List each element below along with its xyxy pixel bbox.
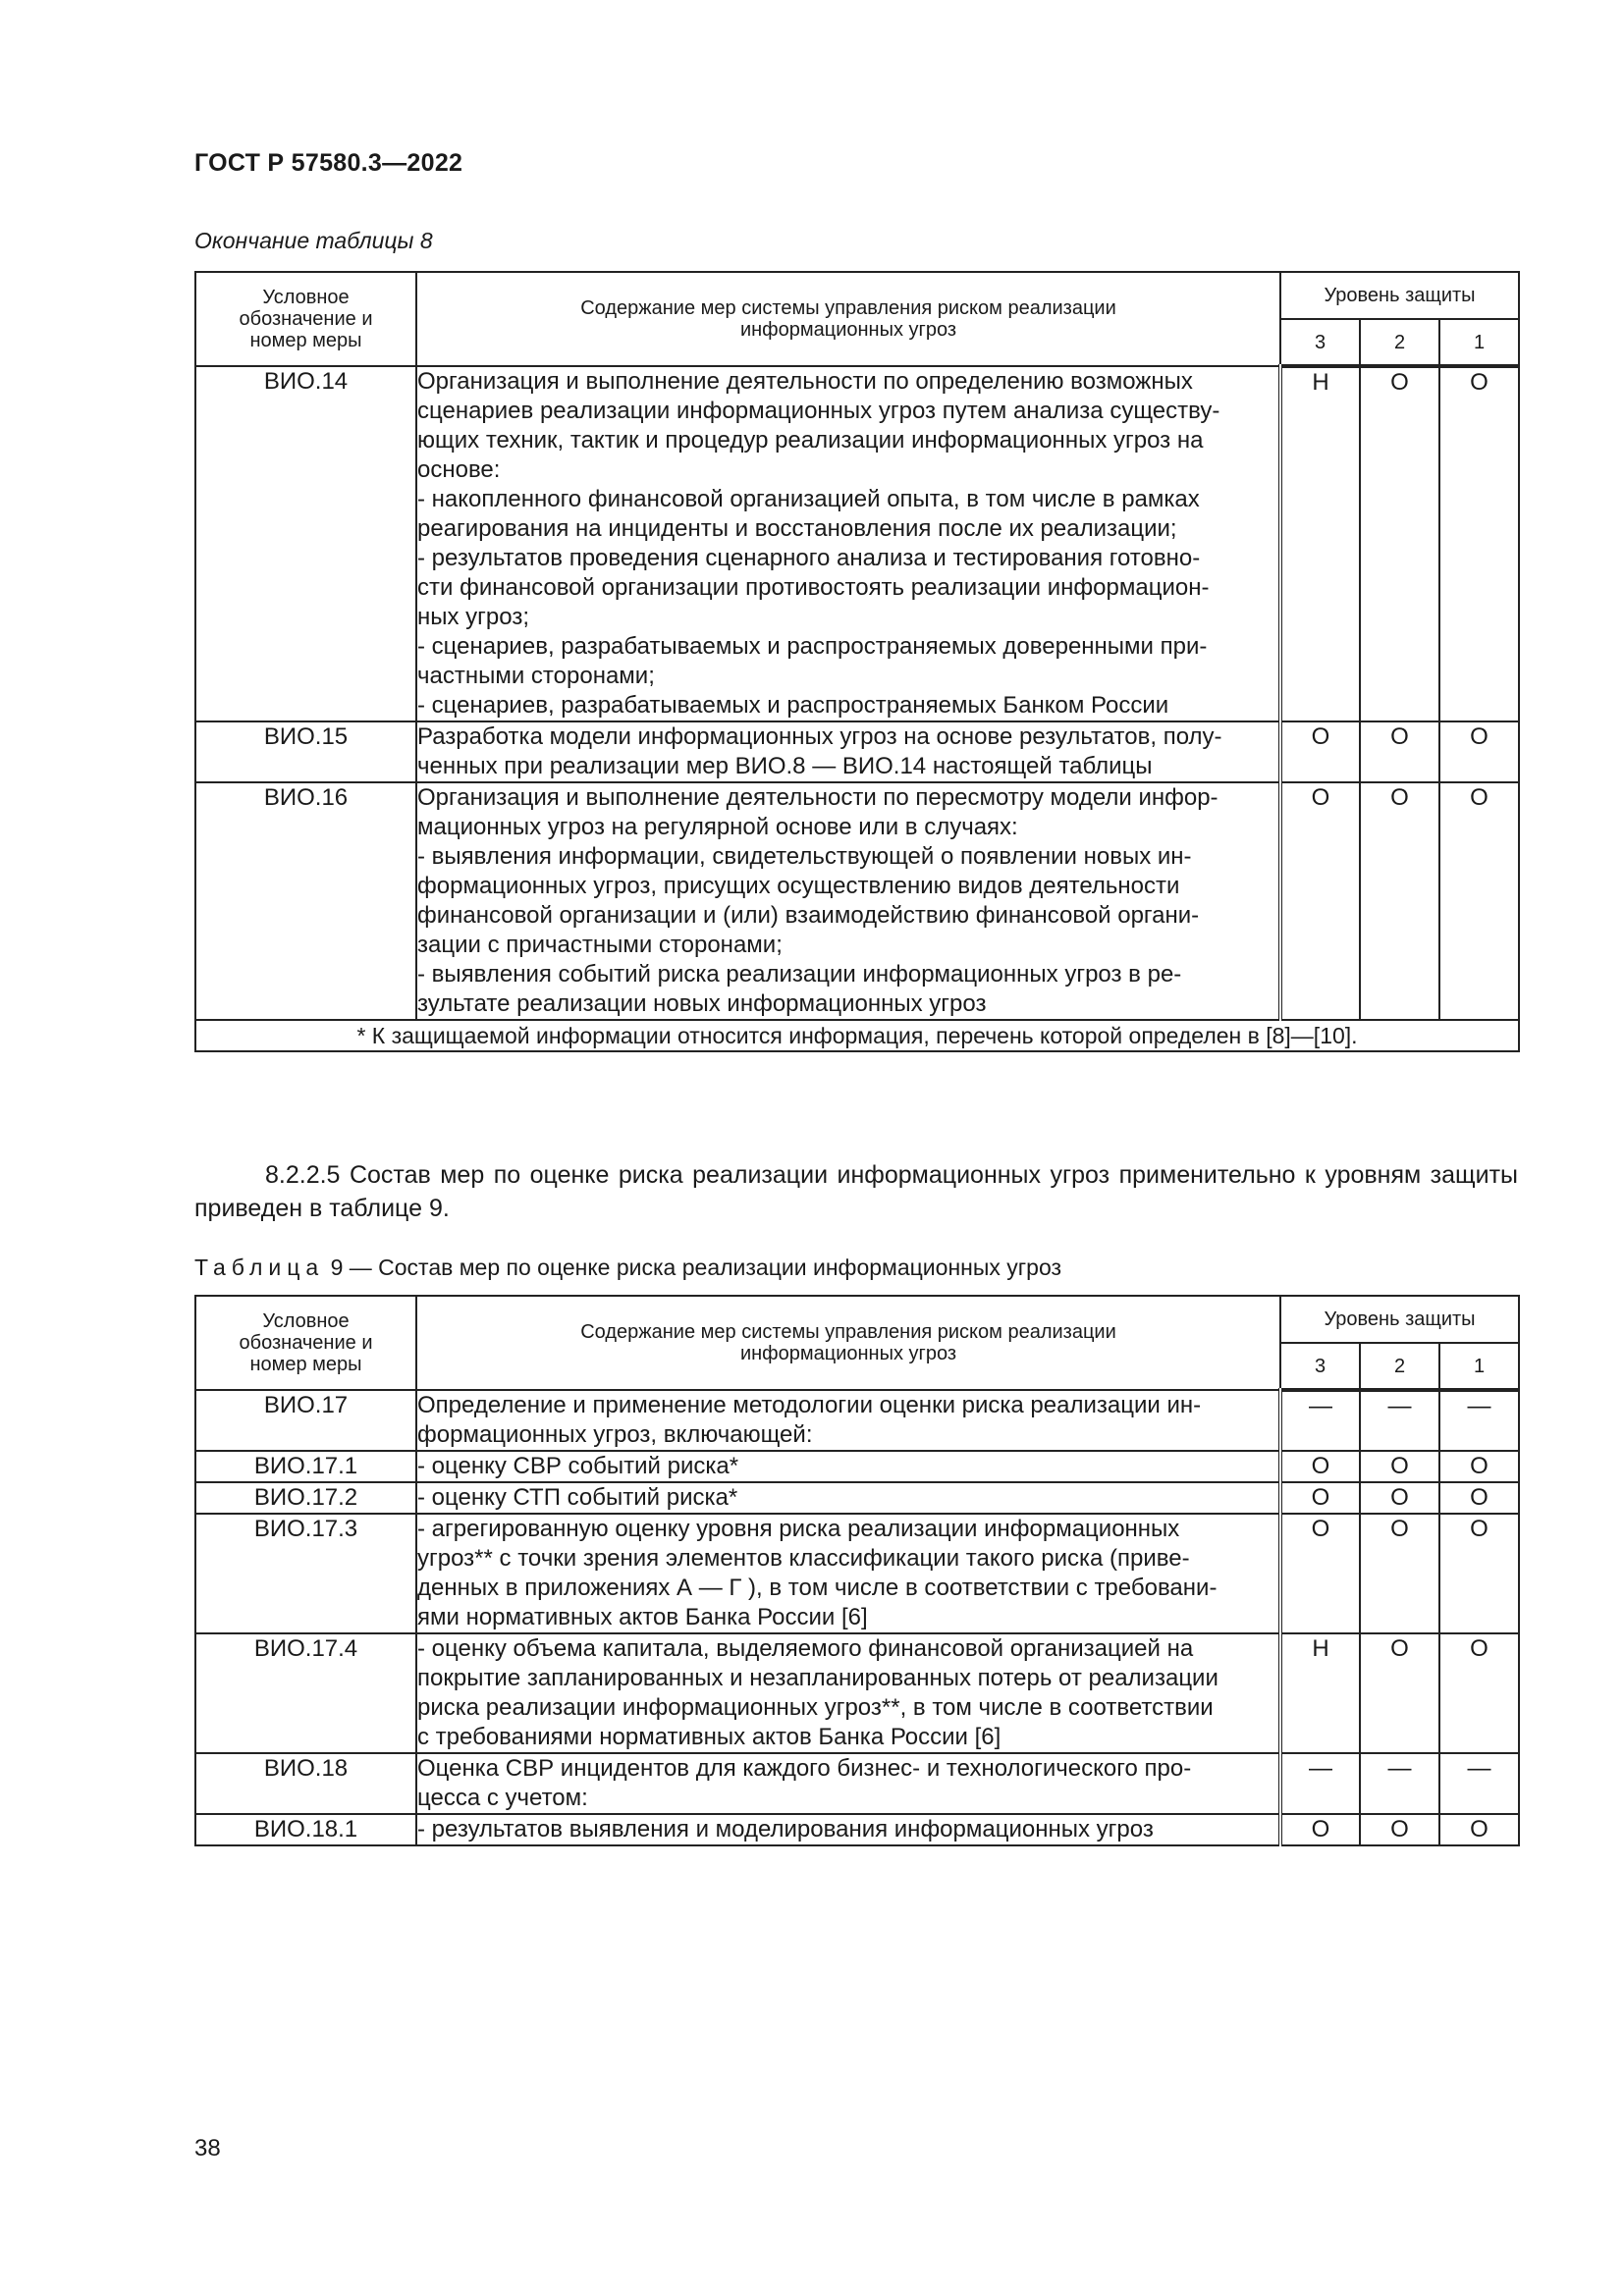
measure-content-line: сценариев реализации информационных угроз путем анализа существу- — [417, 398, 1220, 424]
measure-code: ВИО.17 — [195, 1390, 416, 1451]
protection-level-3: Н — [1280, 1633, 1360, 1753]
measure-content — [416, 1814, 1280, 1845]
table-8 — [194, 271, 1520, 1052]
measure-content-line: - сценариев, разрабатываемых и распространяемых Банком России — [417, 692, 1169, 719]
level-2-header: 2 — [1360, 1343, 1439, 1390]
measure-content-line: с требованиями нормативных актов Банка России [6] — [417, 1724, 1001, 1750]
measure-content-line: - выявления событий риска реализации информационных угроз в ре- — [417, 961, 1182, 988]
column-header-level: Уровень защиты — [1280, 272, 1519, 319]
table9-caption-title: 9 — Состав мер по оценке риска реализации информационных угроз — [330, 1255, 1062, 1280]
protection-level-3: Н — [1280, 366, 1360, 721]
measure-content-line: ченных при реализации мер ВИО.8 — ВИО.14 настоящей таблицы — [417, 753, 1153, 779]
measure-content-line: цесса с учетом: — [417, 1785, 588, 1811]
level-3-header: 3 — [1280, 319, 1360, 366]
measure-content-line: основе: — [417, 456, 501, 483]
protection-level-3: О — [1280, 1514, 1360, 1633]
protection-level-3: О — [1280, 1814, 1360, 1845]
measure-content-line: зультате реализации новых информационных угроз — [417, 990, 987, 1017]
protection-level-3: О — [1280, 1482, 1360, 1514]
column-header-code: Условное обозначение и номер меры — [195, 272, 416, 366]
protection-level-1: О — [1439, 366, 1519, 721]
column-header-code: Условное обозначение и номер меры — [195, 1296, 416, 1390]
protection-level-2: О — [1360, 1451, 1439, 1482]
measure-content-line: финансовой организации и (или) взаимодействию финансовой органи- — [417, 902, 1200, 929]
measure-content — [416, 1514, 1280, 1633]
measure-content-line: - результатов выявления и моделирования информационных угроз — [417, 1816, 1154, 1842]
measure-content-line: формационных угроз, включающей: — [417, 1421, 813, 1448]
table-row — [195, 1451, 1519, 1482]
measure-content-line: реагирования на инциденты и восстановления после их реализации; — [417, 515, 1177, 542]
measure-content-line: - результатов проведения сценарного анализа и тестирования готовно- — [417, 545, 1201, 571]
protection-level-1: О — [1439, 1482, 1519, 1514]
measure-code: ВИО.18 — [195, 1753, 416, 1814]
measure-content-line: - оценку СТП событий риска* — [417, 1484, 738, 1511]
measure-content-line: мационных угроз на регулярной основе или в случаях: — [417, 814, 1018, 840]
protection-level-1: — — [1439, 1390, 1519, 1451]
measure-content-line: частными сторонами; — [417, 663, 655, 689]
protection-level-1: О — [1439, 1451, 1519, 1482]
column-header-content: Содержание мер системы управления риском реализации информационных угроз — [416, 272, 1280, 366]
measure-content-line: - сценариев, разрабатываемых и распространяемых доверенными при- — [417, 633, 1208, 660]
protection-level-1: О — [1439, 1814, 1519, 1845]
table-row — [195, 1390, 1519, 1451]
measure-content-line: - накопленного финансовой организацией опыта, в том числе в рамках — [417, 486, 1200, 512]
level-1-header: 1 — [1439, 1343, 1519, 1390]
measure-content-line: покрытие запланированных и незапланированных потерь от реализации — [417, 1665, 1218, 1691]
table-9 — [194, 1295, 1520, 1846]
measure-content — [416, 1482, 1280, 1514]
table9-caption-word: Таблица — [194, 1255, 325, 1280]
measure-content-line: Определение и применение методологии оценки риска реализации ин- — [417, 1392, 1202, 1418]
column-header-level: Уровень защиты — [1280, 1296, 1519, 1343]
measure-content — [416, 1753, 1280, 1814]
measure-content — [416, 366, 1280, 721]
protection-level-1: — — [1439, 1753, 1519, 1814]
protection-level-1: О — [1439, 721, 1519, 782]
measure-content-line: формационных угроз, присущих осуществлению видов деятельности — [417, 873, 1180, 899]
measure-code: ВИО.17.1 — [195, 1451, 416, 1482]
measure-content-line: риска реализации информационных угроз**, в том числе в соответствии — [417, 1694, 1214, 1721]
measure-content-line: денных в приложениях А — Г ), в том числе в соответствии с требовани- — [417, 1575, 1218, 1601]
protection-level-2: О — [1360, 782, 1439, 1020]
protection-level-2: О — [1360, 1633, 1439, 1753]
table8-footnote: * К защищаемой информации относится информация, перечень которой определен в [8]—[10]. — [195, 1020, 1519, 1051]
level-2-header: 2 — [1360, 319, 1439, 366]
table-row — [195, 366, 1519, 721]
measure-content-line: Организация и выполнение деятельности по пересмотру модели инфор- — [417, 784, 1218, 811]
protection-level-3: — — [1280, 1390, 1360, 1451]
table-row — [195, 1814, 1519, 1845]
protection-level-2: О — [1360, 1814, 1439, 1845]
measure-code: ВИО.16 — [195, 782, 416, 1020]
protection-level-2: О — [1360, 1514, 1439, 1633]
measure-content-line: - оценку СВР событий риска* — [417, 1453, 739, 1479]
measure-code: ВИО.17.3 — [195, 1514, 416, 1633]
level-3-header: 3 — [1280, 1343, 1360, 1390]
protection-level-1: О — [1439, 1633, 1519, 1753]
protection-level-1: О — [1439, 1514, 1519, 1633]
column-header-content: Содержание мер системы управления риском реализации информационных угроз — [416, 1296, 1280, 1390]
table9-caption — [194, 1255, 1061, 1281]
measure-content — [416, 721, 1280, 782]
table-row — [195, 1753, 1519, 1814]
measure-content-line: сти финансовой организации противостоять реализации информацион- — [417, 574, 1210, 601]
protection-level-1: О — [1439, 782, 1519, 1020]
measure-code: ВИО.14 — [195, 366, 416, 721]
protection-level-3: О — [1280, 782, 1360, 1020]
measure-code: ВИО.15 — [195, 721, 416, 782]
document-header: ГОСТ Р 57580.3—2022 — [194, 149, 463, 177]
paragraph-8-2-2-5: 8.2.2.5 Состав мер по оценке риска реализации информационных угроз применительно к уровням защиты приведен в таблице 9. — [194, 1161, 1518, 1222]
protection-level-3: О — [1280, 1451, 1360, 1482]
table-row — [195, 1482, 1519, 1514]
measure-content-line: зации с причастными сторонами; — [417, 932, 783, 958]
protection-level-2: — — [1360, 1390, 1439, 1451]
page-number: 38 — [194, 2135, 221, 2162]
measure-content-line: ями нормативных актов Банка России [6] — [417, 1604, 868, 1630]
measure-content-line: - выявления информации, свидетельствующей о появлении новых ин- — [417, 843, 1192, 870]
measure-content-line: ющих техник, тактик и процедур реализации информационных угроз на — [417, 427, 1204, 454]
measure-code: ВИО.18.1 — [195, 1814, 416, 1845]
table-row — [195, 1633, 1519, 1753]
measure-content-line: Оценка СВР инцидентов для каждого бизнес- и технологического про- — [417, 1755, 1192, 1782]
protection-level-2: О — [1360, 366, 1439, 721]
table-row — [195, 721, 1519, 782]
table8-caption: Окончание таблицы 8 — [194, 228, 433, 253]
measure-content-line: Организация и выполнение деятельности по определению возможных — [417, 368, 1193, 395]
measure-code: ВИО.17.2 — [195, 1482, 416, 1514]
protection-level-2: О — [1360, 721, 1439, 782]
measure-content — [416, 1390, 1280, 1451]
measure-content-line: угроз** с точки зрения элементов классификации такого риска (приве- — [417, 1545, 1190, 1572]
table-row — [195, 782, 1519, 1020]
measure-content-line: Разработка модели информационных угроз на основе результатов, полу- — [417, 723, 1222, 750]
measure-content-line: - агрегированную оценку уровня риска реализации информационных — [417, 1516, 1180, 1542]
table-row — [195, 1514, 1519, 1633]
measure-content — [416, 1633, 1280, 1753]
measure-content — [416, 1451, 1280, 1482]
measure-code: ВИО.17.4 — [195, 1633, 416, 1753]
measure-content-line: - оценку объема капитала, выделяемого финансовой организацией на — [417, 1635, 1194, 1662]
measure-content-line: ных угроз; — [417, 604, 530, 630]
level-1-header: 1 — [1439, 319, 1519, 366]
protection-level-2: О — [1360, 1482, 1439, 1514]
protection-level-3: О — [1280, 721, 1360, 782]
protection-level-2: — — [1360, 1753, 1439, 1814]
protection-level-3: — — [1280, 1753, 1360, 1814]
measure-content — [416, 782, 1280, 1020]
